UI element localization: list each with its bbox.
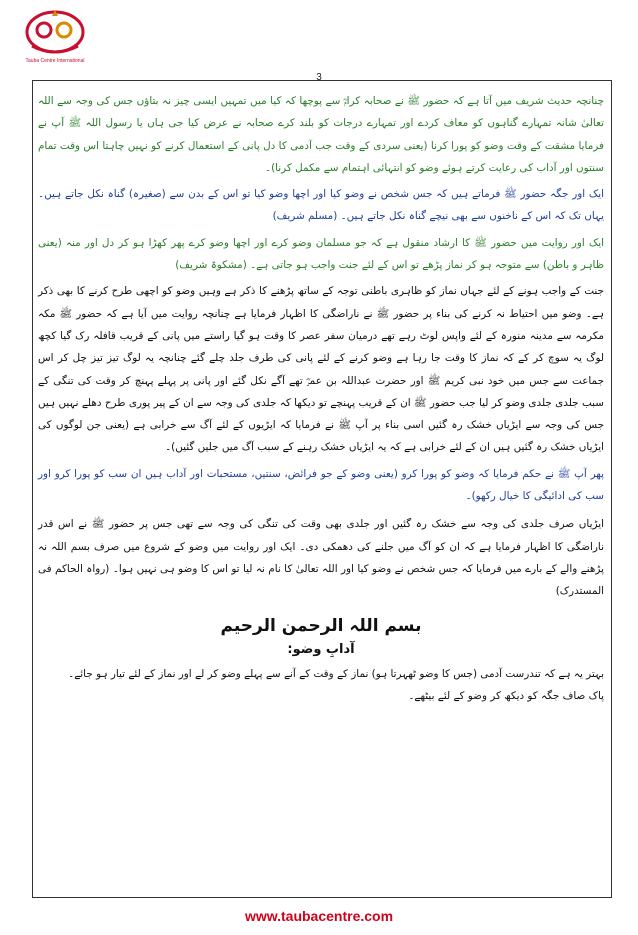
paragraph-hadith-3: ایک اور روایت میں حضور ﷺ کا ارشاد منقول ہے کہ جو مسلمان وضو کرے اور اچھا وضو کرے پھر کھڑا ہو کر دل اور منہ (یعنی ظاہر و باطن) سے متوجہ ہو کر نماز پڑھے تو اس کے لئے جنت واجب ہو جاتی ہے۔ (مشکوۃ شریف) — [38, 236, 604, 272]
logo-caption: Tauba Centre International — [25, 58, 85, 64]
paragraph-hadith-2: ایک اور جگہ حضور ﷺ فرماتے ہیں کہ جس شخص نے وضو کیا اور اچھا وضو کیا تو اس کے بدن سے (صغیرہ) گناہ نکل جاتے ہیں۔ یہاں تک کہ اس کے ناخنوں سے بھی نیچے گناہ نکل جاتے ہیں۔ (مسلم شریف) — [38, 188, 604, 223]
etiquette-item-1: بہتر یہ ہے کہ تندرست آدمی (جس کا وضو ٹھہرتا ہو) نماز کے وقت کے آنے سے پہلے وضو کر لے اور نماز کے لئے تیار ہو جائے۔ — [68, 667, 604, 680]
paragraph-explanation-1: جنت کے واجب ہونے کے لئے جہاں نماز کو ظاہری باطنی توجہ کے ساتھ پڑھنے کا ذکر ہے وہیں وضو کو اچھی طرح کرنے کا بھی ذکر ہے۔ وضو میں احتیاط نہ کرنے کی بناء پر حضور ﷺ نے ناراضگی کا اظہار فرمایا ہے چنانچہ روایت میں آیا ہے کہ حضور ﷺ مکہ مکرمہ سے مدینہ منورہ کے لئے واپس لوٹ رہے تھے درمیان سفر عصر کا وقت ہو گیا راستے میں پانی کے قریب قافلہ رک گیا کچھ لوگ یہ سوچ کر کے کہ نماز کا وقت جا رہا ہے وضو کرنے کے لئے پانی کی طرف جلد چلے گئے چنانچہ یہ لوگ تیز تیز چل کر اس جماعت سے جس میں خود نبی کریم ﷺ اور حضرت عبداللہ بن عمرؓ تھے آگے نکل گئے اور پانی پر پہلے پہنچ کر وقت کی تنگی کے سبب جلدی جلدی وضو کر لیا جب حضور ﷺ ان کے قریب پہنچے تو دیکھا کہ جلدی کی وجہ سے ان کے پیر پوری طرح دھلے نہیں ہیں جس کی وجہ سے ایڑیاں خشک رہ گئیں اسی بناء پر آپ ﷺ نے فرمایا کہ ایڑیوں کے لئے آگ سے خرابی ہے (یعنی جن لوگوں کی ایڑیاں خشک رہ گئیں ہیں ان کے لئے خرابی ہے کہ یہ ایڑیاں خشک رہنے کے سبب آگ میں جلیں گئیں)۔ — [38, 285, 604, 454]
logo-emblem-icon — [12, 6, 98, 58]
paragraph-explanation-3: ایڑیاں صرف جلدی کی وجہ سے خشک رہ گئیں اور جلدی بھی وقت کی تنگی کی وجہ سے تھی جس پر حضور ﷺ نے اس قدر ناراضگی کا اظہار فرمایا ہے کہ ان کو آگ میں جلنے کی دھمکی دی۔ ایک اور روایت میں وضو کے شروع میں صرف بسم اللہ نہ پڑھنے والے کے بارے میں فرمایا کہ جس شخص نے وضو کیا اور اللہ تعالیٰ کا نام نہ لیا تو اس کا وضو ہی نہیں ہوا۔ (رواہ الحاکم فی المستدرک) — [38, 518, 604, 598]
paragraph-hadith-1: چنانچہ حدیث شریف میں آتا ہے کہ حضور ﷺ نے صحابہ کرامؓ سے پوچھا کہ کیا میں تمہیں ایسی چیز نہ بتاؤں جس کی وجہ سے اللہ تعالیٰ شانہ تمہارے گناہوں کو معاف کردے اور تمہارے درجات کو بلند کرے صحابہ نے عرض کیا جی ہاں یا رسول اللہ ﷺ آپ نے فرمایا مشقت کے وقت وضو کو پورا کرنا (یعنی سردی کے وقت جب آدمی کا دل پانی کے استعمال کرنے کو نہیں چاہتا اس وقت تمام سنتوں اور آداب کی رعایت کرتے ہوئے وضو کو انتہائی اہتمام سے مکمل کرنا)۔ — [38, 95, 604, 174]
paragraph-explanation-2: پھر آپ ﷺ نے حکم فرمایا کہ وضو کو پورا کرو (یعنی وضو کے جو فرائض، سنتیں، مستحبات اور آداب ہیں ان سب کو پورا کرو اور سب کی ادائیگی کا خیال رکھو)۔ — [38, 467, 604, 503]
page-content — [38, 90, 604, 707]
website-link[interactable]: www.taubacentre.com — [244, 908, 394, 924]
etiquette-item-2: پاک صاف جگہ کو دیکھ کر وضو کے لئے بیٹھے۔ — [408, 689, 604, 702]
section-heading: آدابِ وضو: — [287, 641, 355, 657]
page-number: 3 — [316, 72, 322, 83]
bismillah-heading: بسم اللہ الرحمن الرحیم — [220, 615, 422, 636]
tauba-centre-logo — [12, 6, 98, 72]
